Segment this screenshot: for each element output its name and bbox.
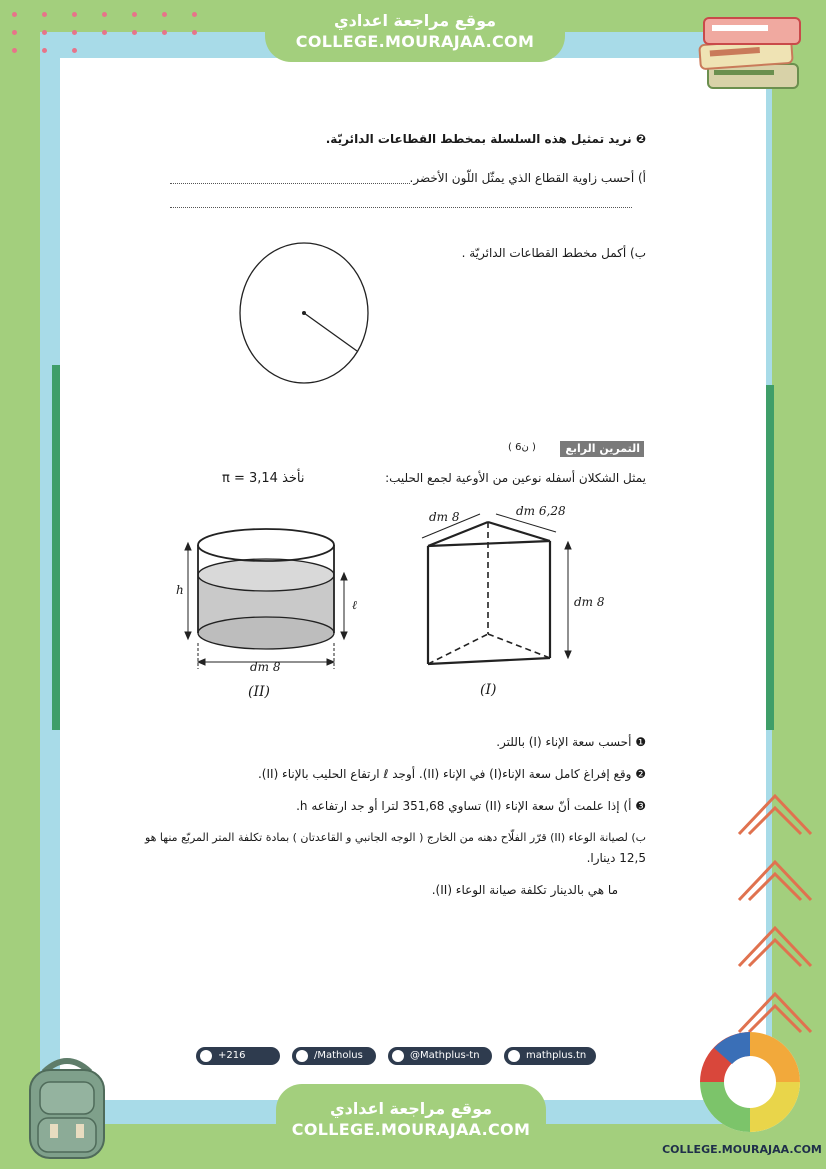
website-pill[interactable]: mathplus.tn [504,1047,596,1065]
youtube-icon [392,1050,404,1062]
footer-logo-text: COLLEGE.MOURAJAA.COM [662,1143,822,1156]
whatsapp-icon [200,1050,212,1062]
cylinder-label-h: h [176,583,184,597]
q2-a: أ) أحسب زاوية القطاع الذي يمثّل اللّون الأخضر. [409,171,646,185]
facebook-icon [296,1050,308,1062]
youtube-pill[interactable]: @Mathplus-tn [388,1047,492,1065]
cylinder-label-l: ℓ [352,598,357,612]
exercise-intro: يمثل الشكلان أسفله نوعين من الأوعية لجمع الحليب: [385,471,646,485]
prism-label-base: 6,28 dm [516,504,566,518]
answer-line [170,207,632,208]
question-3b-ask: ما هي بالدينار تكلفة صيانة الوعاء (II). [431,883,618,897]
exercise-points: ( 6ن ) [508,442,536,453]
college-logo-icon [694,1022,806,1142]
exercise-title-box [560,441,644,457]
footer-banner [276,1084,546,1169]
footer-site-url[interactable]: COLLEGE.MOURAJAA.COM [291,1120,531,1139]
question-3b: ب) لصيانة الوعاء (II) قرّر الفلّاح دهنه من الخارج ( الوجه الجانبي و القاعدتان ) بمادة تكلفة المتر المربّع منها هو [144,831,646,844]
globe-icon [508,1050,520,1062]
prism-label-height: 8 dm [574,595,605,609]
exercise-title: التمرين الرابع [565,442,640,455]
q2-intro: ❷ نريد تمثيل هذه السلسلة بمخطط القطاعات الدائريّة. [325,132,646,146]
figure-caption-I: (I) [480,682,497,698]
phone-pill[interactable]: +216 52361249 [196,1047,280,1065]
backpack-icon [12,1052,122,1164]
pie-chart-circle [236,238,376,388]
prism-label-edge: 8 dm [429,510,460,524]
question-2: ❷ وقع إفراغ كامل سعة الإناء(I) في الإناء (II). أوجد ℓ ارتفاع الحليب بالإناء (II). [257,767,646,781]
cylinder-label-base: 8 dm [250,660,281,674]
header-banner [265,0,565,62]
question-3a: ❸ أ) إذا علمت أنّ سعة الإناء (II) تساوي 351,68 لترا أو جد ارتفاعه h. [296,799,646,813]
facebook-pill[interactable]: /Matholus [292,1047,376,1065]
q2-b: ب) أكمل مخطط القطاعات الدائريّة . [461,246,646,260]
chevron-decoration-icon [735,790,815,1040]
footer-site-name-ar: موقع مراجعة اعدادي [329,1099,493,1118]
question-3b-cost: 12,5 دينارا. [586,851,646,865]
figure-caption-II: (II) [248,684,270,700]
answer-line [170,183,410,184]
site-name-ar: موقع مراجعة اعدادي [333,11,497,30]
books-icon [690,12,810,96]
pi-note: نأخذ π = 3,14 [222,471,305,486]
question-1: ❶ أحسب سعة الإناء (I) باللتر. [496,735,646,749]
site-url[interactable]: COLLEGE.MOURAJAA.COM [295,32,535,51]
